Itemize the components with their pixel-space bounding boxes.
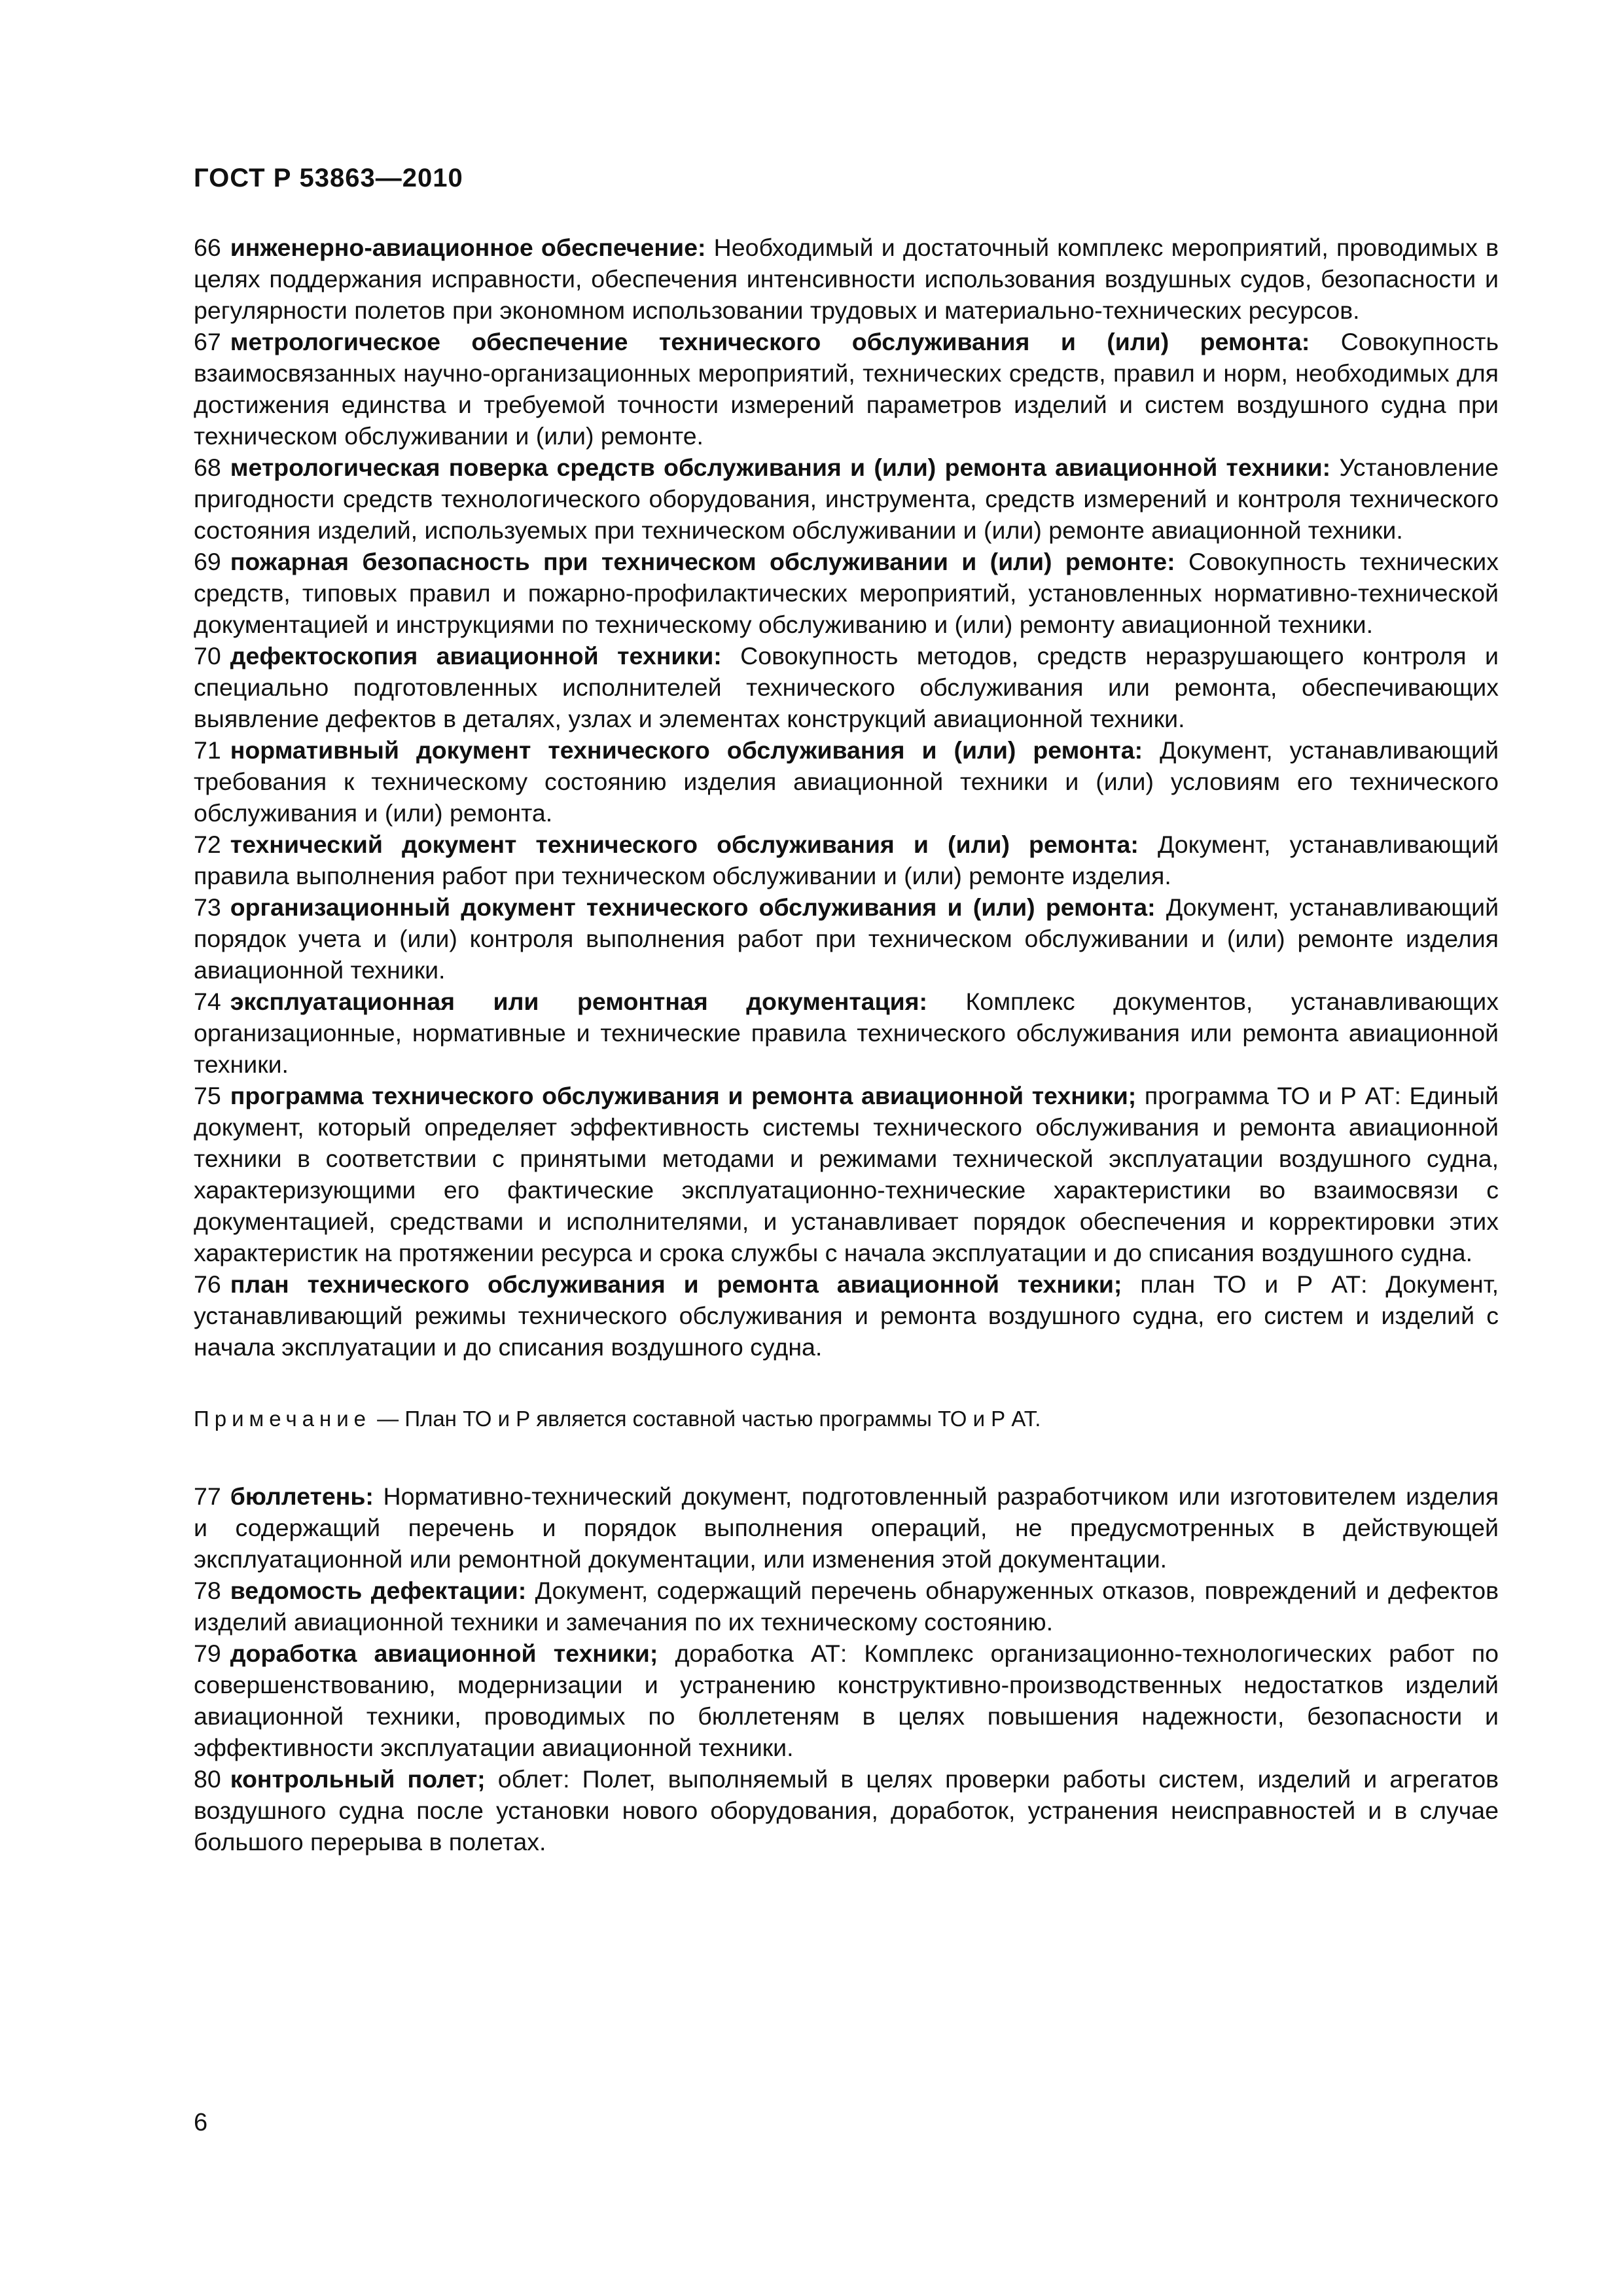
term-number: 67 — [194, 328, 221, 355]
term-title: программа технического обслуживания и ремонта авиационной техники; — [230, 1082, 1137, 1109]
term-number: 71 — [194, 736, 221, 764]
term-entry-75 — [194, 1080, 1499, 1268]
term-entry-67 — [194, 326, 1499, 452]
term-entry-69 — [194, 546, 1499, 640]
term-entry-74 — [194, 986, 1499, 1080]
note — [194, 1405, 1499, 1433]
term-definition: Установление пригодности средств технологического оборудования, инструмента, средств измерений и контроля технического состояния изделий, используемых при техническом обслуживании и (или) ремонте авиационной техники. — [194, 454, 1499, 544]
term-title: организационный документ технического обслуживания и (или) ремонта: — [230, 893, 1156, 921]
term-entry-73 — [194, 891, 1499, 986]
term-definition: Документ, устанавливающий правила выполнения работ при техническом обслуживании и (или) ремонте изделия. — [194, 831, 1499, 889]
term-number: 74 — [194, 988, 221, 1015]
term-definition: план ТО и Р АТ: Документ, устанавливающий режимы технического обслуживания и ремонта воздушного судна, его систем и изделий с начала эксплуатации и до списания воздушного судна. — [194, 1270, 1499, 1361]
term-entry-78 — [194, 1575, 1499, 1638]
term-title: план технического обслуживания и ремонта авиационной техники; — [230, 1270, 1122, 1298]
term-number: 73 — [194, 893, 221, 921]
term-number: 78 — [194, 1577, 221, 1604]
term-definition: Нормативно-технический документ, подготовленный разработчиком или изготовителем изделия и содержащий перечень и порядок выполнения операций, не предусмотренных в действующей эксплуатационной или ремонтной документации, или изменения этой документации. — [194, 1482, 1499, 1573]
note-text: — План ТО и Р является составной частью программы ТО и Р АТ. — [371, 1407, 1041, 1431]
term-title: ведомость дефектации: — [230, 1577, 527, 1604]
term-number: 76 — [194, 1270, 221, 1298]
term-entry-76 — [194, 1268, 1499, 1363]
term-entry-79 — [194, 1638, 1499, 1763]
term-entry-71 — [194, 734, 1499, 829]
term-title: метрологическая поверка средств обслуживания и (или) ремонта авиационной техники: — [230, 454, 1331, 481]
term-title: эксплуатационная или ремонтная документация: — [230, 988, 928, 1015]
term-title: дефектоскопия авиационной техники: — [230, 642, 722, 670]
term-definition: Совокупность методов, средств неразрушающего контроля и специально подготовленных исполнителей технического обслуживания или ремонта, обеспечивающих выявление дефектов в деталях, узлах и элементах конструкций авиационной техники. — [194, 642, 1499, 732]
term-entry-68 — [194, 452, 1499, 546]
term-definition: Необходимый и достаточный комплекс мероприятий, проводимых в целях поддержания исправности, обеспечения интенсивности использования воздушных судов, безопасности и регулярности полетов при экономном использовании трудовых и материально-технических ресурсов. — [194, 234, 1499, 324]
term-number: 69 — [194, 548, 221, 575]
term-entry-66 — [194, 232, 1499, 326]
term-number: 77 — [194, 1482, 221, 1510]
page-number: 6 — [194, 2109, 208, 2136]
term-entry-72 — [194, 829, 1499, 891]
term-title: метрологическое обеспечение технического обслуживания и (или) ремонта: — [230, 328, 1310, 355]
term-definition: доработка АТ: Комплекс организационно-технологических работ по совершенствованию, модернизации и устранению конструктивно-производственных недостатков изделий авиационной техники, проводимых по бюллетеням в целях повышения надежности, безопасности и эффективности эксплуатации авиационной техники. — [194, 1640, 1499, 1761]
term-title: инженерно-авиационное обеспечение: — [230, 234, 706, 261]
note-label: Примечание — [194, 1407, 372, 1431]
term-definition: Комплекс документов, устанавливающих организационные, нормативные и технические правила технического обслуживания или ремонта авиационной техники. — [194, 988, 1499, 1078]
term-number: 68 — [194, 454, 221, 481]
term-entry-70 — [194, 640, 1499, 734]
term-title: доработка авиационной техники; — [230, 1640, 658, 1667]
term-definition: Документ, устанавливающий порядок учета и (или) контроля выполнения работ при техническом обслуживании и (или) ремонте изделия авиационной техники. — [194, 893, 1499, 984]
term-number: 72 — [194, 831, 221, 858]
term-definition: Совокупность взаимосвязанных научно-организационных мероприятий, технических средств, правил и норм, необходимых для достижения единства и требуемой точности измерений параметров изделий и систем воздушного судна при техническом обслуживании и (или) ремонте. — [194, 328, 1499, 450]
term-title: нормативный документ технического обслуживания и (или) ремонта: — [230, 736, 1143, 764]
term-definition: Документ, устанавливающий требования к техническому состоянию изделия авиационной техники и (или) условиям его технического обслуживания и (или) ремонта. — [194, 736, 1499, 827]
term-number: 79 — [194, 1640, 221, 1667]
term-entry-80 — [194, 1763, 1499, 1857]
term-number: 66 — [194, 234, 221, 261]
document-body — [194, 232, 1499, 1857]
document-header-title: ГОСТ Р 53863—2010 — [194, 164, 463, 192]
term-number: 70 — [194, 642, 221, 670]
term-number: 80 — [194, 1765, 221, 1793]
term-definition: облет: Полет, выполняемый в целях проверки работы систем, изделий и агрегатов воздушного судна после установки нового оборудования, доработок, устранения неисправностей и в случае большого перерыва в полетах. — [194, 1765, 1499, 1856]
term-entry-77 — [194, 1480, 1499, 1575]
term-definition: Документ, содержащий перечень обнаруженных отказов, повреждений и дефектов изделий авиационной техники и замечания по их техническому состоянию. — [194, 1577, 1499, 1636]
term-number: 75 — [194, 1082, 221, 1109]
term-definition: Совокупность технических средств, типовых правил и пожарно-профилактических мероприятий, установленных нормативно-технической документацией и инструкциями по техническому обслуживанию и (или) ремонту авиационной техники. — [194, 548, 1499, 638]
term-title: бюллетень: — [230, 1482, 374, 1510]
term-title: пожарная безопасность при техническом обслуживании и (или) ремонте: — [230, 548, 1175, 575]
term-title: контрольный полет; — [230, 1765, 486, 1793]
term-title: технический документ технического обслуживания и (или) ремонта: — [230, 831, 1139, 858]
term-definition: программа ТО и Р АТ: Единый документ, который определяет эффективность системы технического обслуживания и ремонта авиационной техники в соответствии с принятыми методами и режимами технической эксплуатации воздушного судна, характеризующими его фактические эксплуатационно-технические характеристики во взаимосвязи с документацией, средствами и исполнителями, и устанавливает порядок обеспечения и корректировки этих характеристик на протяжении ресурса и срока службы с начала эксплуатации и до списания воздушного судна. — [194, 1082, 1499, 1266]
